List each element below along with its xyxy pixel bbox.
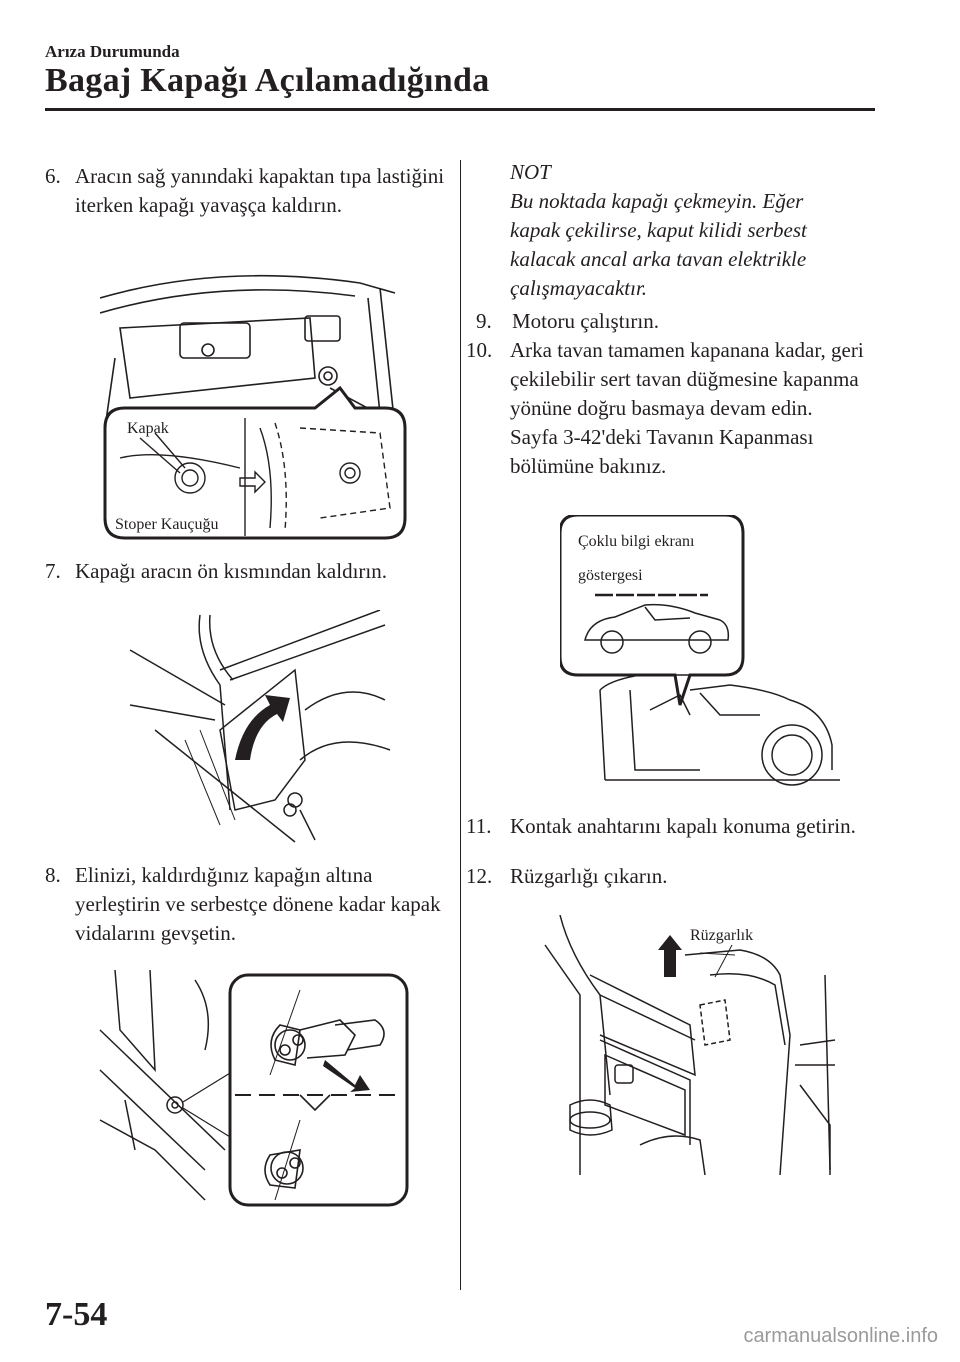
step-7: [45, 557, 445, 586]
page-title: Bagaj Kapağı Açılamadığında: [45, 62, 490, 99]
step-number: 7.: [45, 559, 61, 583]
step-text: Motoru çalıştırın.: [512, 309, 659, 333]
label-gostergesi: göstergesi: [578, 567, 643, 584]
step-10: [466, 336, 876, 481]
note-text: Bu noktada kapağı çekmeyin. Eğer kapak çekilirse, kaput kilidi serbest kalacak ancal arka tavan elektrikle çalışmayacaktır.: [510, 189, 807, 300]
multi-info-display-illustration: [560, 515, 840, 790]
step-number: 6.: [45, 164, 61, 188]
figure-loosen-screws: [95, 970, 410, 1210]
watermark: carmanualsonline.info: [743, 1325, 938, 1347]
step-text: Elinizi, kaldırdığınız kapağın altına yerleştirin ve serbestçe dönene kadar kapak vidalarını gevşetin.: [75, 863, 441, 945]
figure-cover-stopper: [100, 268, 410, 543]
note-box: [510, 158, 850, 303]
loosen-screws-illustration: [95, 970, 410, 1210]
step-text: Aracın sağ yanındaki kapaktan tıpa lastiğini iterken kapağı yavaşça kaldırın.: [75, 164, 445, 217]
step-number: 12.: [466, 864, 493, 888]
column-divider: [460, 160, 461, 1290]
lift-cover-illustration: [125, 610, 395, 845]
step-11: [466, 812, 876, 841]
figure-wind-deflector: [540, 915, 840, 1180]
figure-multi-info-display: [560, 515, 840, 790]
wind-deflector-illustration: [540, 915, 840, 1180]
step-text: Kontak anahtarını kapalı konuma getirin.: [510, 814, 856, 838]
cover-stopper-illustration: [100, 268, 410, 543]
step-8: [45, 861, 445, 948]
step-text: Kapağı aracın ön kısmından kaldırın.: [75, 559, 387, 583]
step-number: 11.: [466, 814, 492, 838]
label-stoper-kaucugu: Stoper Kauçuğu: [115, 516, 219, 533]
step-6: [45, 162, 445, 220]
step-reference: Sayfa 3-42'deki Tavanın Kapanması bölümüne bakınız.: [510, 425, 814, 478]
step-number: 10.: [466, 338, 493, 362]
figure-lift-cover: [125, 610, 395, 845]
step-text: Rüzgarlığı çıkarın.: [510, 864, 668, 888]
page-number: 7-54: [45, 1296, 108, 1333]
section-label: Arıza Durumunda: [45, 42, 180, 61]
step-9: [476, 307, 876, 336]
label-coklu-bilgi-ekrani: Çoklu bilgi ekranı: [578, 533, 695, 550]
step-number: 9.: [476, 309, 492, 333]
label-ruzgarlik: Rüzgarlık: [690, 927, 754, 944]
step-text: Arka tavan tamamen kapanana kadar, geri çekilebilir sert tavan düğmesine kapanma yönüne doğru basmaya devam edin.: [510, 338, 864, 420]
step-number: 8.: [45, 863, 61, 887]
step-12: [466, 862, 876, 891]
note-heading: NOT: [510, 160, 551, 184]
label-kapak: Kapak: [127, 420, 169, 437]
title-rule: [45, 108, 875, 111]
